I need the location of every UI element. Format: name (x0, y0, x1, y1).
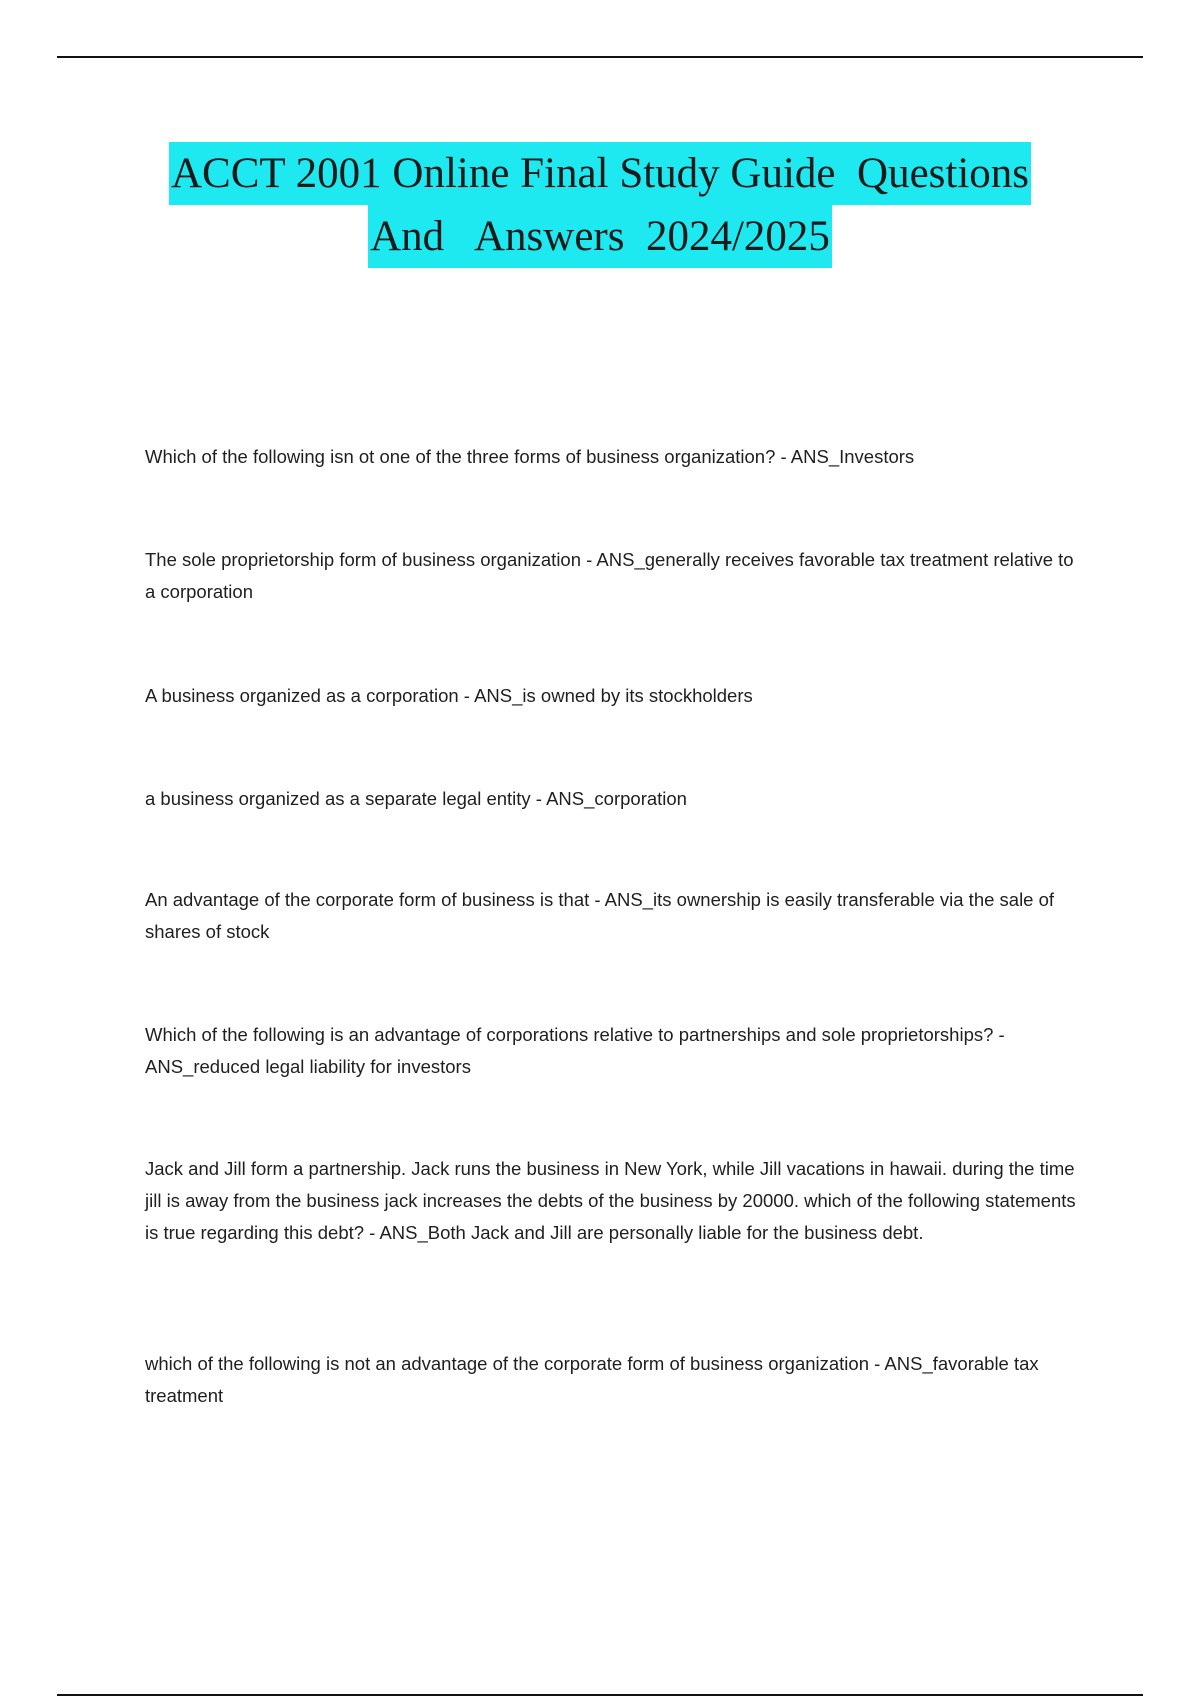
header-rule (57, 56, 1143, 58)
qa-item-7: Jack and Jill form a partnership. Jack runs the business in New York, while Jill vacations in hawaii. during the time jill is away from the business jack increases the debts of the business by 20000. which of the following statements is true regarding this debt? - ANS_Both Jack and Jill are personally liable for the business debt. (145, 1158, 1076, 1243)
qa-item-1: Which of the following isn ot one of the three forms of business organization? - ANS_Investors (145, 446, 915, 467)
document-title (0, 142, 1200, 268)
qa-item-3: A business organized as a corporation - ANS_is owned by its stockholders (145, 685, 753, 706)
footer-rule (57, 1694, 1143, 1696)
qa-item-6: Which of the following is an advantage of corporations relative to partnerships and sole proprietorships? - ANS_reduced legal liability for investors (145, 1024, 1005, 1077)
qa-item-4: a business organized as a separate legal entity - ANS_corporation (145, 788, 687, 809)
title-line-2: And Answers 2024/2025 (368, 205, 832, 268)
qa-item-8: which of the following is not an advantage of the corporate form of business organization - ANS_favorable tax treatment (145, 1353, 1039, 1406)
qa-item-2: The sole proprietorship form of business organization - ANS_generally receives favorable tax treatment relative to a corporation (145, 549, 1074, 602)
title-line-1: ACCT 2001 Online Final Study Guide Questions (169, 142, 1031, 205)
qa-item-5: An advantage of the corporate form of business is that - ANS_its ownership is easily transferable via the sale of shares of stock (145, 889, 1055, 942)
